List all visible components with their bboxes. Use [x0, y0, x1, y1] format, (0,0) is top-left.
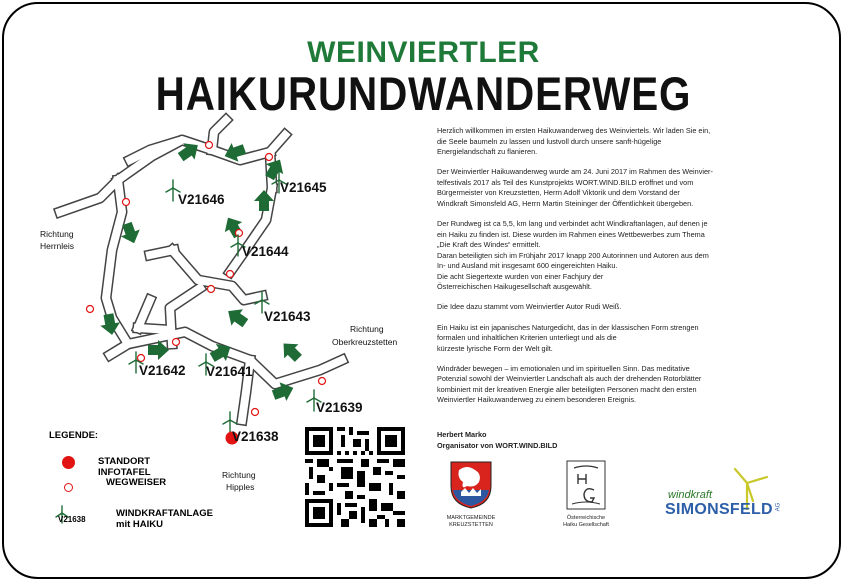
text-paragraph	[437, 323, 797, 355]
qr-code[interactable]	[305, 427, 405, 527]
logo-kreuzstetten	[438, 460, 504, 528]
legend-standort	[98, 456, 151, 478]
text-line: kombiniert mit der kreativen Energie aller beteiligten Personen macht den ersten	[437, 384, 697, 394]
logo-caption: Österreichische	[566, 515, 606, 521]
author-block	[437, 430, 557, 451]
author-name: Herbert Marko	[437, 430, 487, 439]
text-line: ein Haiku zu finden ist. Diese wurden im Rahmen eines Wettbewerbes zum Thema	[437, 229, 705, 239]
legend-windkraft-line: WINDKRAFTANLAGE	[116, 508, 213, 519]
text-line: Daran beteiligten sich im Frühjahr 2017 knapp 200 Autorinnen und Autoren aus dem	[437, 250, 709, 260]
logo-caption: KREUZSTETTEN	[449, 521, 493, 528]
logo-caption: Haiku Gesellschaft	[563, 521, 609, 528]
text-line: die Seele baumeln zu lassen und lustvoll durch unsere sanft-hügelige	[437, 136, 662, 146]
direction-label: Herrnleis	[40, 241, 75, 251]
text-line: Windräder bewegen – im emotionalen und im spirituellen Sinn. Das meditative	[437, 363, 690, 373]
text-paragraph	[437, 126, 797, 158]
text-line: Österreichischen Haikugesellschaft ausgewählt.	[437, 282, 592, 292]
direction-label: Richtung	[350, 324, 384, 334]
text-line: formalen und inhaltlichen Kriterien unterliegt und als die	[437, 333, 617, 343]
page-title: HAIKURUNDWANDERWEG	[155, 67, 692, 120]
text-paragraph	[437, 167, 797, 209]
direction-label: Richtung	[40, 229, 74, 239]
turbine-icons	[129, 172, 321, 433]
legend-standort-line: STANDORT	[98, 456, 151, 467]
waypoint-marker	[252, 409, 259, 416]
text-line: Potenzial sowohl der Weinviertler Landschaft als auch der drehenden Rotorblätter	[437, 374, 702, 384]
logo-haiku-gesellschaft	[554, 460, 618, 528]
turbine-label: V21642	[139, 363, 186, 378]
logo-caption: MARKTGEMEINDE	[446, 515, 496, 521]
direction-label: Hipples	[226, 482, 255, 492]
turbine-label: V21641	[206, 364, 253, 379]
turbine-label: V21638	[232, 429, 279, 444]
text-line: In- und Ausland mit insgesamt 600 eingereichten Haiku.	[437, 261, 618, 271]
waypoint-marker	[236, 230, 243, 237]
turbine-label: V21646	[178, 192, 225, 207]
logo-windkraft-text: windkraft	[668, 489, 713, 501]
turbine-label: V21645	[280, 180, 327, 195]
text-line: Bürgermeister von Kreuzstetten, Herrn Adolf Viktorik und dem Vorstand der	[437, 188, 680, 198]
legend-wegweiser: WEGWEISER	[106, 477, 167, 488]
haiku-society-icon	[566, 460, 606, 510]
route-arrow	[219, 213, 247, 241]
text-line: kürzeste lyrische Form der Welt gilt.	[437, 343, 553, 353]
waypoint-icon	[64, 483, 73, 492]
text-line: Der Rundweg ist ca 5,5, km lang und verbindet acht Windkraftanlagen, auf denen je	[437, 219, 708, 229]
waypoint-marker	[266, 154, 273, 161]
legend-turbine-id: V21638	[58, 515, 86, 524]
waypoint-marker	[138, 355, 145, 362]
waypoint-marker	[319, 378, 326, 385]
legend-windkraft	[116, 508, 213, 530]
text-paragraph	[437, 302, 797, 313]
text-line: Energielandschaft zu flanieren.	[437, 147, 538, 156]
text-line: Die acht Siegertexte wurden von einer Fachjury der	[437, 271, 604, 281]
text-line: Ein Haiku ist ein japanisches Naturgedicht, das in der klassischen Form strengen	[437, 322, 699, 332]
text-line: Herzlich willkommen im ersten Haikuwanderweg des Weinviertels. Wir laden Sie ein,	[437, 126, 711, 135]
waypoint-marker	[87, 306, 94, 313]
text-line: „Die Kraft des Windes“ ermittelt.	[437, 240, 541, 250]
text-line: Weinviertler Haikuwanderweg zu einem besonderen Ereignis.	[437, 395, 637, 405]
text-line: telfestivals 2017 als Teil des Kunstprojekts WORT.WIND.BILD eröffnet und vom	[437, 177, 694, 187]
logo-ag-text: AG	[775, 502, 782, 512]
road-fill	[60, 120, 342, 420]
legend-standort-line: INFOTAFEL	[98, 467, 151, 478]
info-station-icon	[62, 456, 75, 469]
waypoint-marker	[173, 339, 180, 346]
intro-text	[437, 126, 797, 416]
waypoint-marker	[227, 271, 234, 278]
waypoint-marker	[206, 142, 213, 149]
route-arrow	[222, 303, 251, 331]
logo-simonsfeld-text: SIMONSFELD	[665, 501, 773, 518]
legend-windkraft-line: mit HAIKU	[116, 519, 163, 530]
legend-title: LEGENDE:	[49, 430, 99, 441]
text-line: Windkraft Simonsfeld AG, Herrn Martin Steininger der Öffentlichkeit übergeben.	[437, 198, 694, 208]
text-line: Die Idee dazu stammt vom Weinviertler Autor Rudi Weiß.	[437, 302, 622, 312]
text-paragraph	[437, 364, 797, 406]
turbine-label: V21643	[264, 309, 311, 324]
direction-label: Oberkreuzstetten	[332, 337, 398, 347]
turbine-label: V21639	[316, 400, 363, 415]
author-role: Organisator von WORT.WIND.BILD	[437, 440, 558, 450]
turbine-label: V21644	[242, 244, 289, 259]
waypoint-marker	[208, 286, 215, 293]
text-paragraph	[437, 219, 797, 293]
waypoint-marker	[123, 199, 130, 206]
route-arrow	[276, 336, 305, 365]
page-subtitle: WEINVIERTLER	[307, 36, 540, 69]
direction-label: Richtung	[222, 470, 256, 480]
text-line: Der Weinviertler Haikuwanderweg wurde am 24. Juni 2017 im Rahmen des Weinvier-	[437, 167, 713, 177]
coat-of-arms-icon	[449, 460, 493, 510]
